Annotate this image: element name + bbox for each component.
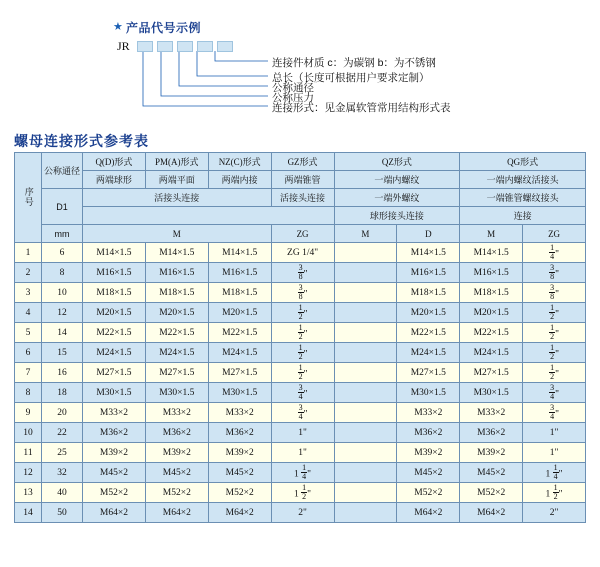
row-qg-m: M30×1.5 (460, 383, 523, 403)
row-nz-thread: M18×1.5 (208, 283, 271, 303)
row-qz-d: M39×2 (397, 443, 460, 463)
row-nz-thread: M33×2 (208, 403, 271, 423)
header-group-q: Q(D)形式 (83, 153, 146, 171)
row-q-thread: M16×1.5 (83, 263, 146, 283)
header-thread-d-qz: D (397, 225, 460, 243)
row-qz-m (334, 363, 397, 383)
header-qg-connection: 连接 (460, 207, 586, 225)
legend-item-length: 总长（长度可根据用户要求定制） (272, 72, 430, 84)
row-qg-zg: 2" (523, 503, 586, 523)
row-qg-zg: 1" (523, 423, 586, 443)
row-qg-m: M18×1.5 (460, 283, 523, 303)
row-qz-m (334, 283, 397, 303)
row-index: 2 (15, 263, 42, 283)
row-q-thread: M33×2 (83, 403, 146, 423)
row-gz-thread: $\frac{1}{2}$ " (271, 303, 334, 323)
row-qg-zg: 1 $\frac{1}{2}$ " (523, 483, 586, 503)
row-qz-d: M45×2 (397, 463, 460, 483)
header-gz-desc: 两端锥管 (271, 171, 334, 189)
row-q-thread: M45×2 (83, 463, 146, 483)
row-nominal-bore: 25 (42, 443, 83, 463)
row-qg-m: M20×1.5 (460, 303, 523, 323)
row-q-thread: M27×1.5 (83, 363, 146, 383)
header-nominal-bore: 公称通径 (42, 153, 83, 189)
row-nominal-bore: 10 (42, 283, 83, 303)
row-pm-thread: M64×2 (145, 503, 208, 523)
row-qg-zg: $\frac{3}{4}$ " (523, 403, 586, 423)
row-gz-thread: 2" (271, 503, 334, 523)
row-qg-zg: $\frac{1}{2}$ " (523, 303, 586, 323)
row-gz-thread: $\frac{3}{4}$ " (271, 383, 334, 403)
header-nz-desc: 两端内接 (208, 171, 271, 189)
header-blank-cell (83, 207, 335, 225)
row-qz-m (334, 323, 397, 343)
row-qg-m: M52×2 (460, 483, 523, 503)
row-qg-m: M33×2 (460, 403, 523, 423)
header-pm-desc: 两端平面 (145, 171, 208, 189)
legend-item-connection: 连接形式：见金属软管常用结构形式表 (272, 102, 451, 114)
row-qz-m (334, 243, 397, 263)
row-nominal-bore: 32 (42, 463, 83, 483)
row-gz-thread: $\frac{3}{8}$ " (271, 283, 334, 303)
row-qg-zg: 1 $\frac{1}{4}$ " (523, 463, 586, 483)
row-nz-thread: M64×2 (208, 503, 271, 523)
row-qz-d: M27×1.5 (397, 363, 460, 383)
row-index: 4 (15, 303, 42, 323)
star-icon: ★ (113, 21, 123, 33)
row-qz-m (334, 383, 397, 403)
code-box (177, 41, 193, 52)
header-q-desc: 两端球形 (83, 171, 146, 189)
table-row (15, 403, 586, 423)
row-qg-m: M22×1.5 (460, 323, 523, 343)
row-qg-zg: $\frac{1}{4}$ " (523, 243, 586, 263)
table-header-row-4 (15, 207, 586, 225)
row-q-thread: M22×1.5 (83, 323, 146, 343)
row-pm-thread: M45×2 (145, 463, 208, 483)
row-qz-d: M36×2 (397, 423, 460, 443)
header-qz-external-thread: 一端外螺纹 (334, 189, 460, 207)
row-qz-d: M14×1.5 (397, 243, 460, 263)
legend-item-pressure: 公称压力 (272, 92, 314, 104)
row-nominal-bore: 6 (42, 243, 83, 263)
row-pm-thread: M16×1.5 (145, 263, 208, 283)
row-gz-thread: 1" (271, 423, 334, 443)
row-nominal-bore: 50 (42, 503, 83, 523)
row-pm-thread: M30×1.5 (145, 383, 208, 403)
header-group-pm: PM(A)形式 (145, 153, 208, 171)
header-qz-ball-joint: 球形接头连接 (334, 207, 460, 225)
row-nominal-bore: 8 (42, 263, 83, 283)
header-qg-desc: 一端内螺纹活接头 (460, 171, 586, 189)
row-qg-zg: $\frac{1}{2}$ " (523, 363, 586, 383)
row-qg-m: M36×2 (460, 423, 523, 443)
legend-item-bore: 公称通径 (272, 82, 314, 94)
table-row (15, 363, 586, 383)
row-q-thread: M30×1.5 (83, 383, 146, 403)
row-index: 9 (15, 403, 42, 423)
header-thread-m: M (83, 225, 272, 243)
table-row (15, 463, 586, 483)
header-qz-desc: 一端内螺纹 (334, 171, 460, 189)
row-index: 11 (15, 443, 42, 463)
table-row (15, 323, 586, 343)
row-qg-zg: $\frac{3}{8}$ " (523, 263, 586, 283)
row-qg-m: M39×2 (460, 443, 523, 463)
row-q-thread: M18×1.5 (83, 283, 146, 303)
row-nz-thread: M52×2 (208, 483, 271, 503)
row-qz-d: M18×1.5 (397, 283, 460, 303)
table-title: 螺母连接形式参考表 (14, 133, 149, 149)
table-row (15, 243, 586, 263)
row-qz-m (334, 403, 397, 423)
header-group-qz: QZ形式 (334, 153, 460, 171)
header-thread-zg: ZG (271, 225, 334, 243)
row-pm-thread: M52×2 (145, 483, 208, 503)
table-header-row-5 (15, 225, 586, 243)
row-q-thread: M20×1.5 (83, 303, 146, 323)
table-header-row-3 (15, 189, 586, 207)
header-unit-mm: mm (42, 225, 83, 243)
row-nz-thread: M45×2 (208, 463, 271, 483)
nut-connection-table-wrapper (14, 152, 586, 523)
row-qg-m: M27×1.5 (460, 363, 523, 383)
row-qg-m: M45×2 (460, 463, 523, 483)
row-qz-d: M24×1.5 (397, 343, 460, 363)
row-qg-zg: $\frac{3}{4}$ " (523, 383, 586, 403)
row-qz-d: M22×1.5 (397, 323, 460, 343)
table-header (15, 153, 586, 243)
row-qz-m (334, 503, 397, 523)
table-header-row-1 (15, 153, 586, 171)
row-index: 5 (15, 323, 42, 343)
row-nz-thread: M16×1.5 (208, 263, 271, 283)
row-q-thread: M14×1.5 (83, 243, 146, 263)
row-qg-zg: $\frac{1}{2}$ " (523, 343, 586, 363)
row-pm-thread: M36×2 (145, 423, 208, 443)
row-index: 12 (15, 463, 42, 483)
row-nz-thread: M27×1.5 (208, 363, 271, 383)
table-row (15, 483, 586, 503)
table-body (15, 243, 586, 523)
row-qg-m: M16×1.5 (460, 263, 523, 283)
row-qz-d: M20×1.5 (397, 303, 460, 323)
table-row (15, 503, 586, 523)
table-row (15, 343, 586, 363)
row-qg-zg: $\frac{3}{8}$ " (523, 283, 586, 303)
row-index: 14 (15, 503, 42, 523)
code-box (197, 41, 213, 52)
row-gz-thread: $\frac{3}{4}$ " (271, 403, 334, 423)
row-nz-thread: M24×1.5 (208, 343, 271, 363)
row-pm-thread: M39×2 (145, 443, 208, 463)
row-index: 7 (15, 363, 42, 383)
row-qg-m: M64×2 (460, 503, 523, 523)
row-qz-m (334, 423, 397, 443)
row-pm-thread: M22×1.5 (145, 323, 208, 343)
row-nominal-bore: 15 (42, 343, 83, 363)
row-pm-thread: M14×1.5 (145, 243, 208, 263)
nut-connection-table (14, 152, 586, 523)
row-nominal-bore: 16 (42, 363, 83, 383)
row-gz-thread: $\frac{1}{2}$ " (271, 363, 334, 383)
row-index: 13 (15, 483, 42, 503)
row-qz-m (334, 483, 397, 503)
table-row (15, 423, 586, 443)
header-qg-taper-thread: 一端锥管螺纹接头 (460, 189, 586, 207)
header-thread-zg-qg: ZG (523, 225, 586, 243)
row-pm-thread: M33×2 (145, 403, 208, 423)
header-gz-union: 活接头连接 (271, 189, 334, 207)
row-gz-thread: $\frac{3}{8}$ " (271, 263, 334, 283)
header-index: 序号 (15, 153, 42, 243)
row-nominal-bore: 14 (42, 323, 83, 343)
header-union-connection: 活接头连接 (83, 189, 272, 207)
row-qz-m (334, 303, 397, 323)
row-nominal-bore: 12 (42, 303, 83, 323)
row-qz-d: M30×1.5 (397, 383, 460, 403)
table-row (15, 283, 586, 303)
row-nz-thread: M20×1.5 (208, 303, 271, 323)
row-qz-d: M16×1.5 (397, 263, 460, 283)
row-q-thread: M52×2 (83, 483, 146, 503)
row-nz-thread: M22×1.5 (208, 323, 271, 343)
code-box (157, 41, 173, 52)
row-nominal-bore: 18 (42, 383, 83, 403)
row-index: 10 (15, 423, 42, 443)
row-index: 1 (15, 243, 42, 263)
row-pm-thread: M18×1.5 (145, 283, 208, 303)
row-gz-thread: $\frac{1}{2}$ " (271, 323, 334, 343)
row-qz-m (334, 463, 397, 483)
row-q-thread: M36×2 (83, 423, 146, 443)
code-box (137, 41, 153, 52)
row-nominal-bore: 20 (42, 403, 83, 423)
code-box (217, 41, 233, 52)
row-nz-thread: M36×2 (208, 423, 271, 443)
row-pm-thread: M20×1.5 (145, 303, 208, 323)
row-qz-d: M52×2 (397, 483, 460, 503)
legend-item-material: 连接件材质 c：为碳钢 b：为不锈钢 (272, 57, 436, 69)
header-group-gz: GZ形式 (271, 153, 334, 171)
row-gz-thread: 1 $\frac{1}{2}$ " (271, 483, 334, 503)
table-row (15, 303, 586, 323)
row-qz-m (334, 343, 397, 363)
row-qg-zg: $\frac{1}{2}$ " (523, 323, 586, 343)
table-row (15, 263, 586, 283)
row-pm-thread: M27×1.5 (145, 363, 208, 383)
header-d1: D1 (42, 189, 83, 225)
row-q-thread: M24×1.5 (83, 343, 146, 363)
row-index: 8 (15, 383, 42, 403)
row-q-thread: M64×2 (83, 503, 146, 523)
table-row (15, 443, 586, 463)
row-qz-m (334, 263, 397, 283)
row-qg-m: M14×1.5 (460, 243, 523, 263)
row-gz-thread: $\frac{1}{2}$ " (271, 343, 334, 363)
row-gz-thread: ZG 1/4" (271, 243, 334, 263)
product-code-boxes (137, 41, 233, 52)
row-index: 6 (15, 343, 42, 363)
row-qg-zg: 1" (523, 443, 586, 463)
row-qg-m: M24×1.5 (460, 343, 523, 363)
row-gz-thread: 1" (271, 443, 334, 463)
row-nz-thread: M14×1.5 (208, 243, 271, 263)
row-nominal-bore: 22 (42, 423, 83, 443)
table-header-row-2 (15, 171, 586, 189)
table-row (15, 383, 586, 403)
product-code-prefix: JR (117, 39, 130, 53)
header-group-nz: NZ(C)形式 (208, 153, 271, 171)
row-qz-m (334, 443, 397, 463)
product-code-legend (0, 0, 600, 130)
row-q-thread: M39×2 (83, 443, 146, 463)
header-thread-m-qz: M (334, 225, 397, 243)
row-qz-d: M64×2 (397, 503, 460, 523)
row-nominal-bore: 40 (42, 483, 83, 503)
header-thread-m-qg: M (460, 225, 523, 243)
row-index: 3 (15, 283, 42, 303)
row-pm-thread: M24×1.5 (145, 343, 208, 363)
row-nz-thread: M30×1.5 (208, 383, 271, 403)
row-gz-thread: 1 $\frac{1}{4}$ " (271, 463, 334, 483)
legend-title: 产品代号示例 (126, 21, 202, 35)
row-qz-d: M33×2 (397, 403, 460, 423)
row-nz-thread: M39×2 (208, 443, 271, 463)
header-group-qg: QG形式 (460, 153, 586, 171)
